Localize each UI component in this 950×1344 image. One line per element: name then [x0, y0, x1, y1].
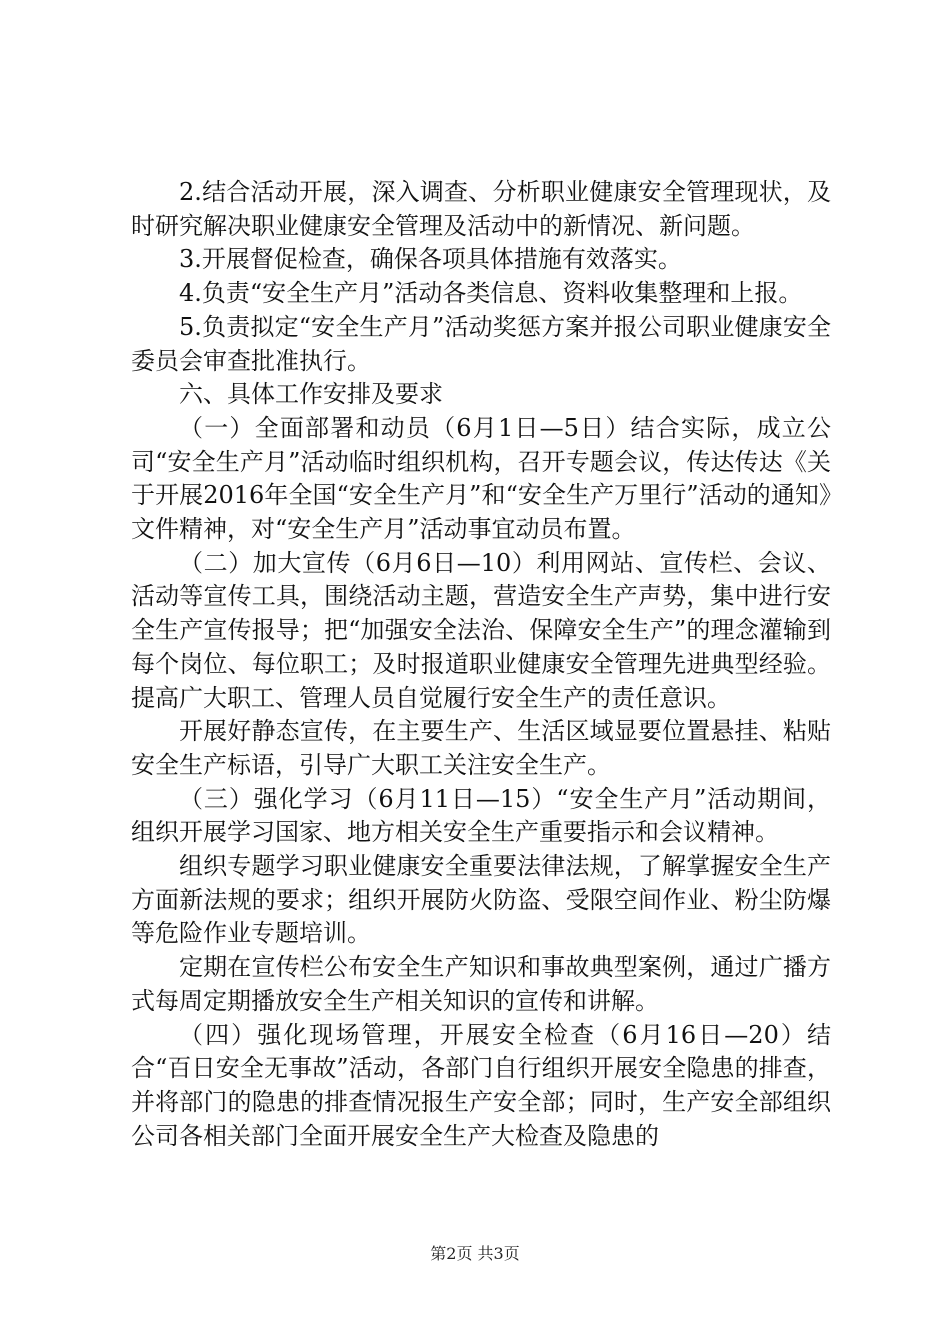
paragraph-study-laws: 组织专题学习职业健康安全重要法律法规，了解掌握安全生产方面新法规的要求；组织开展防火防盗、受限空间作业、粉尘防爆等危险作业专题培训。 — [131, 852, 831, 948]
paragraph-item-3: 3.开展督促检查，确保各项具体措施有效落实。 — [179, 245, 682, 274]
paragraph-subsection-4: （四）强化现场管理，开展安全检查（6月16日—20）结合“百日安全无事故”活动，各部门自行组织开展安全隐患的排查，并将部门的隐患的排查情况报生产安全部；同时，生产安全部组织公司各相关部门全面开展安全生产大检查及隐患的 — [131, 1020, 831, 1150]
paragraph-subsection-1: （一）全面部署和动员（6月1日—5日）结合实际，成立公司“安全生产月”活动临时组织机构，召开专题会议，传达传达《关于开展2016年全国“安全生产月”和“安全生产万里行”活动的通知》文件精神，对“安全生产月”活动事宜动员布置。 — [131, 413, 831, 544]
paragraph-item-4: 4.负责“安全生产月”活动各类信息、资料收集整理和上报。 — [179, 279, 803, 308]
document-body — [131, 176, 831, 1153]
paragraph-item-5: 5.负责拟定“安全生产月”活动奖惩方案并报公司职业健康安全委员会审查批准执行。 — [131, 312, 831, 375]
paragraph-static-publicity: 开展好静态宣传，在主要生产、生活区域显要位置悬挂、粘贴安全生产标语，引导广大职工关注安全生产。 — [131, 717, 831, 779]
paragraph-subsection-3: （三）强化学习（6月11日—15）“安全生产月”活动期间，组织开展学习国家、地方相关安全生产重要指示和会议精神。 — [131, 784, 831, 847]
section-heading-six: 六、具体工作安排及要求 — [179, 380, 443, 409]
page-number-footer: 第2页 共3页 — [430, 1244, 520, 1263]
paragraph-subsection-2: （二）加大宣传（6月6日—10）利用网站、宣传栏、会议、活动等宣传工具，围绕活动主题，营造安全生产声势，集中进行安全生产宣传报导；把“加强安全法治、保障安全生产”的理念灌输到每个岗位、每位职工；及时报道职业健康安全管理先进典型经验。提高广大职工、管理人员自觉履行安全生产的责任意识。 — [131, 548, 831, 712]
paragraph-bulletin: 定期在宣传栏公布安全生产知识和事故典型案例，通过广播方式每周定期播放安全生产相关知识的宣传和讲解。 — [131, 953, 831, 1015]
paragraph-item-2: 2.结合活动开展，深入调查、分析职业健康安全管理现状，及时研究解决职业健康安全管理及活动中的新情况、新问题。 — [131, 178, 831, 240]
